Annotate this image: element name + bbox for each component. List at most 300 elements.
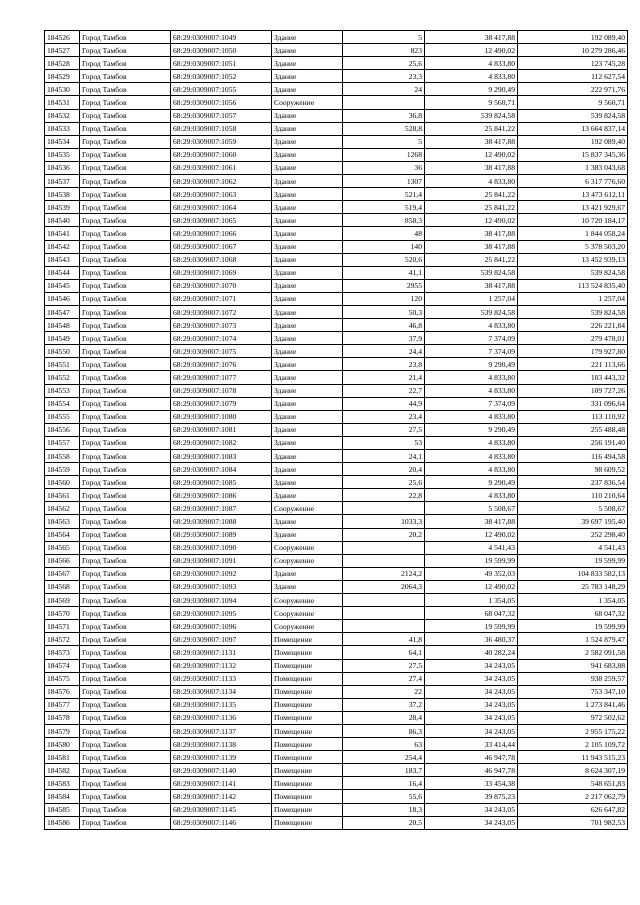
cadastral-number-cell: 68:29:0309007:1055	[171, 83, 272, 96]
row-id-cell: 184572	[45, 633, 80, 646]
table-row	[45, 319, 628, 332]
object-type-cell: Здание	[272, 279, 343, 292]
object-type-cell: Здание	[272, 31, 343, 44]
specific-value-cell: 12 490,02	[425, 148, 518, 161]
cadastral-value-cell: 256 191,40	[518, 436, 628, 449]
area-cell: 41,1	[343, 266, 425, 279]
municipality-cell: Город Тамбов	[80, 44, 171, 57]
table-row	[45, 345, 628, 358]
cadastral-number-cell: 68:29:0309007:1066	[171, 227, 272, 240]
specific-value-cell: 38 417,88	[425, 161, 518, 174]
specific-value-cell: 34 243,05	[425, 711, 518, 724]
object-type-cell: Здание	[272, 436, 343, 449]
area-cell: 86,3	[343, 724, 425, 737]
table-row	[45, 620, 628, 633]
area-cell: 46,8	[343, 319, 425, 332]
object-type-cell: Здание	[272, 292, 343, 305]
specific-value-cell: 25 841,22	[425, 122, 518, 135]
specific-value-cell: 36 480,37	[425, 633, 518, 646]
object-type-cell: Здание	[272, 476, 343, 489]
area-cell: 55,6	[343, 790, 425, 803]
table-row	[45, 489, 628, 502]
cadastral-number-cell: 68:29:0309007:1061	[171, 161, 272, 174]
cadastral-number-cell: 68:29:0309007:1073	[171, 319, 272, 332]
specific-value-cell: 539 824,58	[425, 305, 518, 318]
cadastral-number-cell: 68:29:0309007:1075	[171, 345, 272, 358]
specific-value-cell: 19 599,99	[425, 554, 518, 567]
object-type-cell: Помещение	[272, 816, 343, 829]
row-id-cell: 184535	[45, 148, 80, 161]
municipality-cell: Город Тамбов	[80, 450, 171, 463]
table-row	[45, 659, 628, 672]
cadastral-value-cell: 112 627,54	[518, 70, 628, 83]
table-row	[45, 384, 628, 397]
cadastral-number-cell: 68:29:0309007:1065	[171, 214, 272, 227]
cadastral-number-cell: 68:29:0309007:1076	[171, 358, 272, 371]
municipality-cell: Город Тамбов	[80, 476, 171, 489]
specific-value-cell: 4 833,80	[425, 463, 518, 476]
cadastral-value-cell: 113 110,92	[518, 410, 628, 423]
municipality-cell: Город Тамбов	[80, 646, 171, 659]
specific-value-cell: 7 374,09	[425, 397, 518, 410]
table-row	[45, 711, 628, 724]
object-type-cell: Здание	[272, 44, 343, 57]
municipality-cell: Город Тамбов	[80, 70, 171, 83]
table-row	[45, 57, 628, 70]
cadastral-value-cell: 1 383 043,68	[518, 161, 628, 174]
object-type-cell: Сооружение	[272, 620, 343, 633]
table-row	[45, 502, 628, 515]
object-type-cell: Здание	[272, 319, 343, 332]
area-cell	[343, 502, 425, 515]
specific-value-cell: 46 947,78	[425, 751, 518, 764]
area-cell: 1268	[343, 148, 425, 161]
table-row	[45, 253, 628, 266]
row-id-cell: 184562	[45, 502, 80, 515]
cadastral-value-cell: 110 210,64	[518, 489, 628, 502]
area-cell: 41,8	[343, 633, 425, 646]
object-type-cell: Сооружение	[272, 96, 343, 109]
cadastral-value-cell: 13 421 929,67	[518, 201, 628, 214]
municipality-cell: Город Тамбов	[80, 161, 171, 174]
municipality-cell: Город Тамбов	[80, 685, 171, 698]
municipality-cell: Город Тамбов	[80, 397, 171, 410]
cadastral-value-cell: 5 378 503,20	[518, 240, 628, 253]
cadastral-value-cell: 19 599,99	[518, 554, 628, 567]
cadastral-value-cell: 192 089,40	[518, 31, 628, 44]
table-row	[45, 214, 628, 227]
area-cell: 20,5	[343, 816, 425, 829]
municipality-cell: Город Тамбов	[80, 332, 171, 345]
cadastral-number-cell: 68:29:0309007:1052	[171, 70, 272, 83]
area-cell: 528,8	[343, 122, 425, 135]
object-type-cell: Здание	[272, 567, 343, 580]
municipality-cell: Город Тамбов	[80, 607, 171, 620]
table-row	[45, 397, 628, 410]
cadastral-number-cell: 68:29:0309007:1092	[171, 567, 272, 580]
municipality-cell: Город Тамбов	[80, 764, 171, 777]
row-id-cell: 184546	[45, 292, 80, 305]
specific-value-cell: 9 290,49	[425, 476, 518, 489]
cadastral-value-cell: 4 541,43	[518, 541, 628, 554]
specific-value-cell: 38 417,88	[425, 31, 518, 44]
object-type-cell: Здание	[272, 580, 343, 593]
municipality-cell: Город Тамбов	[80, 463, 171, 476]
municipality-cell: Город Тамбов	[80, 227, 171, 240]
cadastral-number-cell: 68:29:0309007:1050	[171, 44, 272, 57]
row-id-cell: 184534	[45, 135, 80, 148]
specific-value-cell: 19 599,99	[425, 620, 518, 633]
area-cell: 25,6	[343, 476, 425, 489]
cadastral-value-cell: 1 354,05	[518, 594, 628, 607]
row-id-cell: 184552	[45, 371, 80, 384]
cadastral-value-cell: 539 824,58	[518, 109, 628, 122]
municipality-cell: Город Тамбов	[80, 175, 171, 188]
cadastral-value-cell: 109 727,26	[518, 384, 628, 397]
row-id-cell: 184585	[45, 803, 80, 816]
cadastral-value-cell: 2 105 109,72	[518, 738, 628, 751]
cadastral-value-cell: 113 524 835,40	[518, 279, 628, 292]
municipality-cell: Город Тамбов	[80, 188, 171, 201]
cadastral-number-cell: 68:29:0309007:1140	[171, 764, 272, 777]
object-type-cell: Здание	[272, 135, 343, 148]
object-type-cell: Здание	[272, 410, 343, 423]
table-body	[45, 31, 628, 830]
table-row	[45, 423, 628, 436]
row-id-cell: 184554	[45, 397, 80, 410]
cadastral-number-cell: 68:29:0309007:1062	[171, 175, 272, 188]
table-row	[45, 240, 628, 253]
specific-value-cell: 7 374,09	[425, 332, 518, 345]
table-row	[45, 463, 628, 476]
cadastral-number-cell: 68:29:0309007:1077	[171, 371, 272, 384]
area-cell: 858,3	[343, 214, 425, 227]
object-type-cell: Здание	[272, 175, 343, 188]
specific-value-cell: 12 490,02	[425, 528, 518, 541]
row-id-cell: 184576	[45, 685, 80, 698]
row-id-cell: 184584	[45, 790, 80, 803]
cadastral-value-cell: 331 096,64	[518, 397, 628, 410]
row-id-cell: 184543	[45, 253, 80, 266]
cadastral-number-cell: 68:29:0309007:1146	[171, 816, 272, 829]
cadastral-number-cell: 68:29:0309007:1089	[171, 528, 272, 541]
object-type-cell: Здание	[272, 305, 343, 318]
row-id-cell: 184536	[45, 161, 80, 174]
object-type-cell: Помещение	[272, 659, 343, 672]
object-type-cell: Помещение	[272, 777, 343, 790]
cadastral-value-cell: 6 317 776,60	[518, 175, 628, 188]
cadastral-value-cell: 13 473 612,11	[518, 188, 628, 201]
municipality-cell: Город Тамбов	[80, 580, 171, 593]
object-type-cell: Здание	[272, 528, 343, 541]
cadastral-value-cell: 9 560,71	[518, 96, 628, 109]
object-type-cell: Сооружение	[272, 594, 343, 607]
cadastral-value-cell: 279 478,01	[518, 332, 628, 345]
cadastral-number-cell: 68:29:0309007:1095	[171, 607, 272, 620]
cadastral-number-cell: 68:29:0309007:1142	[171, 790, 272, 803]
area-cell: 64,1	[343, 646, 425, 659]
object-type-cell: Здание	[272, 332, 343, 345]
area-cell: 823	[343, 44, 425, 57]
cadastral-number-cell: 68:29:0309007:1080	[171, 410, 272, 423]
row-id-cell: 184556	[45, 423, 80, 436]
object-type-cell: Помещение	[272, 633, 343, 646]
cadastral-number-cell: 68:29:0309007:1064	[171, 201, 272, 214]
specific-value-cell: 34 243,05	[425, 672, 518, 685]
row-id-cell: 184563	[45, 515, 80, 528]
municipality-cell: Город Тамбов	[80, 672, 171, 685]
area-cell: 23,8	[343, 358, 425, 371]
area-cell: 140	[343, 240, 425, 253]
row-id-cell: 184581	[45, 751, 80, 764]
area-cell: 2064,3	[343, 580, 425, 593]
row-id-cell: 184566	[45, 554, 80, 567]
municipality-cell: Город Тамбов	[80, 319, 171, 332]
table-row	[45, 201, 628, 214]
cadastral-value-cell: 255 488,48	[518, 423, 628, 436]
cadastral-number-cell: 68:29:0309007:1058	[171, 122, 272, 135]
cadastral-number-cell: 68:29:0309007:1070	[171, 279, 272, 292]
specific-value-cell: 33 454,38	[425, 777, 518, 790]
area-cell: 23,4	[343, 410, 425, 423]
row-id-cell: 184557	[45, 436, 80, 449]
specific-value-cell: 38 417,88	[425, 279, 518, 292]
municipality-cell: Город Тамбов	[80, 738, 171, 751]
row-id-cell: 184530	[45, 83, 80, 96]
municipality-cell: Город Тамбов	[80, 423, 171, 436]
specific-value-cell: 4 833,80	[425, 489, 518, 502]
municipality-cell: Город Тамбов	[80, 83, 171, 96]
cadastral-number-cell: 68:29:0309007:1090	[171, 541, 272, 554]
specific-value-cell: 46 947,78	[425, 764, 518, 777]
object-type-cell: Здание	[272, 397, 343, 410]
cadastral-value-cell: 104 833 582,13	[518, 567, 628, 580]
specific-value-cell: 9 290,49	[425, 423, 518, 436]
table-row	[45, 44, 628, 57]
specific-value-cell: 9 560,71	[425, 96, 518, 109]
cadastral-number-cell: 68:29:0309007:1072	[171, 305, 272, 318]
row-id-cell: 184570	[45, 607, 80, 620]
object-type-cell: Помещение	[272, 790, 343, 803]
cadastral-number-cell: 68:29:0309007:1132	[171, 659, 272, 672]
area-cell	[343, 96, 425, 109]
table-row	[45, 188, 628, 201]
object-type-cell: Здание	[272, 253, 343, 266]
municipality-cell: Город Тамбов	[80, 659, 171, 672]
cadastral-value-cell: 103 443,32	[518, 371, 628, 384]
municipality-cell: Город Тамбов	[80, 541, 171, 554]
table-row	[45, 266, 628, 279]
table-row	[45, 476, 628, 489]
object-type-cell: Помещение	[272, 646, 343, 659]
object-type-cell: Здание	[272, 345, 343, 358]
area-cell: 63	[343, 738, 425, 751]
specific-value-cell: 539 824,58	[425, 109, 518, 122]
specific-value-cell: 4 833,80	[425, 384, 518, 397]
object-type-cell: Здание	[272, 148, 343, 161]
area-cell: 2124,2	[343, 567, 425, 580]
area-cell: 22,7	[343, 384, 425, 397]
cadastral-value-cell: 222 971,76	[518, 83, 628, 96]
specific-value-cell: 38 417,88	[425, 515, 518, 528]
row-id-cell: 184529	[45, 70, 80, 83]
area-cell: 37,9	[343, 332, 425, 345]
area-cell: 53	[343, 436, 425, 449]
cadastral-value-cell: 123 745,28	[518, 57, 628, 70]
object-type-cell: Помещение	[272, 724, 343, 737]
area-cell: 21,4	[343, 371, 425, 384]
municipality-cell: Город Тамбов	[80, 698, 171, 711]
cadastral-number-cell: 68:29:0309007:1131	[171, 646, 272, 659]
municipality-cell: Город Тамбов	[80, 358, 171, 371]
object-type-cell: Здание	[272, 358, 343, 371]
table-row	[45, 594, 628, 607]
row-id-cell: 184528	[45, 57, 80, 70]
specific-value-cell: 34 243,05	[425, 698, 518, 711]
object-type-cell: Помещение	[272, 711, 343, 724]
area-cell	[343, 607, 425, 620]
cadastral-number-cell: 68:29:0309007:1081	[171, 423, 272, 436]
object-type-cell: Здание	[272, 188, 343, 201]
cadastral-number-cell: 68:29:0309007:1063	[171, 188, 272, 201]
specific-value-cell: 539 824,58	[425, 266, 518, 279]
municipality-cell: Город Тамбов	[80, 790, 171, 803]
row-id-cell: 184586	[45, 816, 80, 829]
row-id-cell: 184569	[45, 594, 80, 607]
table-row	[45, 371, 628, 384]
table-row	[45, 279, 628, 292]
cadastral-number-cell: 68:29:0309007:1093	[171, 580, 272, 593]
municipality-cell: Город Тамбов	[80, 31, 171, 44]
area-cell: 2955	[343, 279, 425, 292]
municipality-cell: Город Тамбов	[80, 567, 171, 580]
cadastral-value-cell: 98 609,52	[518, 463, 628, 476]
row-id-cell: 184582	[45, 764, 80, 777]
cadastral-value-cell: 548 651,83	[518, 777, 628, 790]
object-type-cell: Помещение	[272, 764, 343, 777]
cadastral-value-cell: 19 599,99	[518, 620, 628, 633]
municipality-cell: Город Тамбов	[80, 436, 171, 449]
specific-value-cell: 4 833,80	[425, 450, 518, 463]
municipality-cell: Город Тамбов	[80, 305, 171, 318]
cadastral-number-cell: 68:29:0309007:1139	[171, 751, 272, 764]
object-type-cell: Здание	[272, 201, 343, 214]
table-row	[45, 764, 628, 777]
row-id-cell: 184560	[45, 476, 80, 489]
row-id-cell: 184540	[45, 214, 80, 227]
object-type-cell: Помещение	[272, 698, 343, 711]
table-row	[45, 528, 628, 541]
cadastral-number-cell: 68:29:0309007:1060	[171, 148, 272, 161]
table-row	[45, 724, 628, 737]
cadastral-number-cell: 68:29:0309007:1083	[171, 450, 272, 463]
table-row	[45, 816, 628, 829]
object-type-cell: Сооружение	[272, 554, 343, 567]
cadastral-value-cell: 221 113,66	[518, 358, 628, 371]
table-row	[45, 554, 628, 567]
object-type-cell: Здание	[272, 122, 343, 135]
municipality-cell: Город Тамбов	[80, 724, 171, 737]
object-type-cell: Здание	[272, 371, 343, 384]
table-row	[45, 227, 628, 240]
cadastral-number-cell: 68:29:0309007:1145	[171, 803, 272, 816]
municipality-cell: Город Тамбов	[80, 148, 171, 161]
specific-value-cell: 1 257,04	[425, 292, 518, 305]
row-id-cell: 184559	[45, 463, 80, 476]
object-type-cell: Сооружение	[272, 607, 343, 620]
area-cell: 28,4	[343, 711, 425, 724]
municipality-cell: Город Тамбов	[80, 279, 171, 292]
table-row	[45, 70, 628, 83]
municipality-cell: Город Тамбов	[80, 371, 171, 384]
row-id-cell: 184577	[45, 698, 80, 711]
row-id-cell: 184541	[45, 227, 80, 240]
row-id-cell: 184561	[45, 489, 80, 502]
cadastral-value-cell: 2 217 062,79	[518, 790, 628, 803]
cadastral-number-cell: 68:29:0309007:1138	[171, 738, 272, 751]
municipality-cell: Город Тамбов	[80, 109, 171, 122]
cadastral-value-cell: 25 783 148,29	[518, 580, 628, 593]
area-cell: 36,8	[343, 109, 425, 122]
table-row	[45, 803, 628, 816]
area-cell: 24,4	[343, 345, 425, 358]
area-cell: 36	[343, 161, 425, 174]
area-cell: 18,3	[343, 803, 425, 816]
specific-value-cell: 5 508,67	[425, 502, 518, 515]
object-type-cell: Помещение	[272, 751, 343, 764]
area-cell: 24,1	[343, 450, 425, 463]
table-row	[45, 685, 628, 698]
row-id-cell: 184542	[45, 240, 80, 253]
cadastral-value-table	[44, 30, 628, 830]
cadastral-value-cell: 701 982,53	[518, 816, 628, 829]
specific-value-cell: 34 243,05	[425, 803, 518, 816]
specific-value-cell: 1 354,05	[425, 594, 518, 607]
specific-value-cell: 34 243,05	[425, 816, 518, 829]
area-cell	[343, 554, 425, 567]
area-cell: 23,3	[343, 70, 425, 83]
municipality-cell: Город Тамбов	[80, 528, 171, 541]
cadastral-number-cell: 68:29:0309007:1082	[171, 436, 272, 449]
cadastral-value-cell: 2 582 091,58	[518, 646, 628, 659]
cadastral-value-cell: 68 047,32	[518, 607, 628, 620]
row-id-cell: 184539	[45, 201, 80, 214]
area-cell: 22,8	[343, 489, 425, 502]
object-type-cell: Здание	[272, 57, 343, 70]
row-id-cell: 184532	[45, 109, 80, 122]
object-type-cell: Здание	[272, 83, 343, 96]
object-type-cell: Сооружение	[272, 502, 343, 515]
area-cell: 120	[343, 292, 425, 305]
row-id-cell: 184551	[45, 358, 80, 371]
object-type-cell: Помещение	[272, 803, 343, 816]
object-type-cell: Здание	[272, 161, 343, 174]
specific-value-cell: 9 290,49	[425, 358, 518, 371]
table-row	[45, 567, 628, 580]
table-row	[45, 777, 628, 790]
table-row	[45, 122, 628, 135]
row-id-cell: 184578	[45, 711, 80, 724]
table-row	[45, 175, 628, 188]
cadastral-number-cell: 68:29:0309007:1071	[171, 292, 272, 305]
cadastral-number-cell: 68:29:0309007:1079	[171, 397, 272, 410]
table-row	[45, 358, 628, 371]
area-cell: 1307	[343, 175, 425, 188]
object-type-cell: Здание	[272, 450, 343, 463]
municipality-cell: Город Тамбов	[80, 266, 171, 279]
area-cell: 5	[343, 31, 425, 44]
specific-value-cell: 34 243,05	[425, 724, 518, 737]
